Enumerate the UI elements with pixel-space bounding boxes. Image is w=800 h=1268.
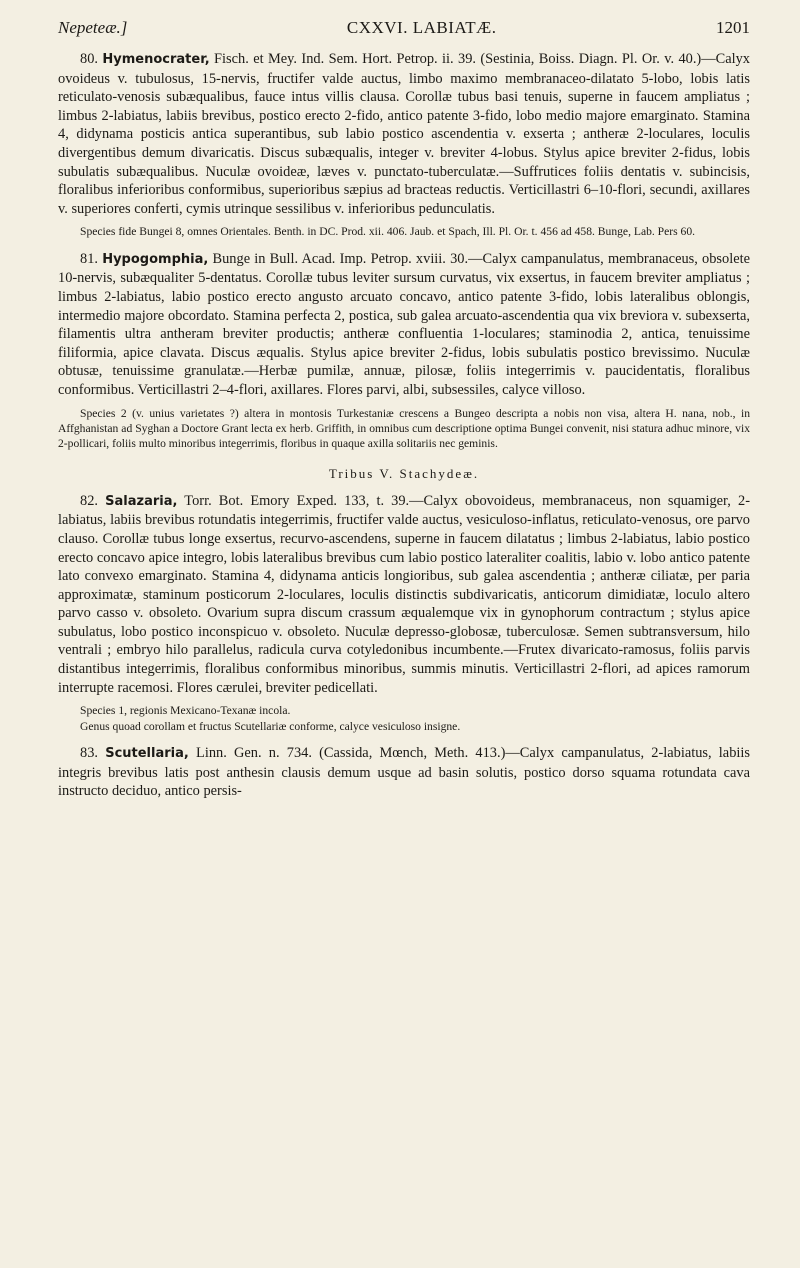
genus-name: Salazaria, — [105, 493, 178, 509]
entry-number: 80. — [80, 51, 98, 67]
header-title: CXXVI. LABIATÆ. — [346, 18, 497, 37]
running-header — [58, 18, 750, 38]
genus-entry-83 — [58, 744, 750, 801]
entry-text: Bunge in Bull. Acad. Imp. Petrop. xviii. 30.—Calyx campanulatus, membranaceus, obsolete 10-nervis, subæqualiter 5-dentatus. Corollæ tubus leviter sursum curvatus, vix exsertus, in faucem breviter ampliatus ; limbus 2-labiatus, labio postico erecto angusto arcuato concavo, antico patente 3-fido, lobis lateralibus oblongis, intermedio majore obcordato. Stamina perfecta 2, postica, sub galea arcuato-ascendentia qua vix breviora v. subexserta, filamentis ultra antheram breviter productis; antheræ confluentia 1-loculares; staminodia 2, antica, tenuissime filiformia, apice clavata. Discus æqualis. Stylus apice breviter 2-fidus, lobis subulatis postico brevissimo. Nuculæ obtusæ, tenuissime granulatæ.—Herbæ pumilæ, annuæ, pilosæ, foliis integerrimis v. paucidentatis, floralibus conformibus. Verticillastri 2–4-flori, axillares. Flores parvi, albi, subsessiles, calyce villoso. — [58, 250, 750, 398]
entry-number: 81. — [80, 250, 98, 267]
entry-number: 83. — [80, 745, 98, 762]
page-number: 1201 — [715, 18, 750, 37]
entry-text: Torr. Bot. Emory Exped. 133, t. 39.—Calyx obovoideus, membranaceus, non squamiger, 2-labiatus, labiis brevibus rotundatis integerrimis, fructifer valde auctus, vesiculoso-inflatus, reticulato-venosus, ore parvo clauso. Corollæ tubus longe exsertus, recurvo-ascendens, superne in faucem dilatatus ; limbus 2-labiatus, labio postico erecto concavo apice integro, lobis lateralibus brevibus cum labio postico lateraliter coalitis, labio v. lobo antico patente lato convexo emarginato. Stamina 4, didynama anticis longioribus, sub galea ascendentia ; antheræ ciliatæ, per paria approximatæ, staminum posticorum 2-loculares, loculis distinctis subdivaricatis, anticorum dimidiatæ, loculo altero parvo casso v. obsoleto. Ovarium supra discum crassum æqualemque vix in gynophorum contractum ; stylus apice subulatus, lobo postico inconspicuo v. obsoleto. Nuculæ depresso-globosæ, tuberculosæ. Semen subtransversum, hilo ventrali ; embryo hilo parallelus, radicula curva cotyledonibus incumbente.—Frutex divaricato-ramosus, foliis parvis distantibus integerrimis, floralibus conformibus minoribus, summis minutis. Verticillastri 2-flori, ad apices ramorum interrupte racemosi. Flores cærulei, breviter pedicellati. — [58, 492, 750, 696]
species-note: Species 1, regionis Mexicano-Texanæ incola. — [80, 704, 291, 718]
genus-name: Hymenocrater, — [102, 52, 210, 67]
species-note: Species fide Bungei 8, omnes Orientales. Benth. in DC. Prod. xii. 406. Jaub. et Spach, Ill. Pl. Or. t. 456 ad 458. Bunge, Lab. Pers 60. — [80, 225, 696, 239]
genus-name: Scutellaria, — [105, 746, 189, 762]
genus-name: Hypogomphia, — [102, 251, 209, 267]
genus-entry-81 — [58, 250, 750, 400]
genus-entry-80 — [58, 50, 750, 218]
genus-remark: Genus quoad corollam et fructus Scutellariæ conforme, calyce vesiculoso insigne. — [80, 719, 461, 733]
entry-number: 82. — [80, 492, 98, 509]
tribe-heading: Tribus V. Stachydeæ. — [328, 465, 480, 481]
species-note: Species 2 (v. unius varietates ?) altera in montosis Turkestaniæ crescens a Bungeo descripta a nobis non visa, altera H. nana, nob., in Affghanistan ad Syghan a Doctore Grant lecta ex herb. Griffith, in omnibus cum descriptione optima Bungei convenit, nisi statura adhuc minore, vix 2-pollicari, foliis multo minoribus integerrimis, floribus in quaque axilla solitariis nec geminis. — [58, 406, 750, 451]
header-section: Nepeteæ.] — [58, 18, 128, 37]
genus-entry-82 — [58, 492, 750, 698]
entry-text: Fisch. et Mey. Ind. Sem. Hort. Petrop. ii. 39. (Sestinia, Boiss. Diagn. Pl. Or. v. 40.)—Calyx ovoideus v. tubulosus, 15-nervis, fructifer valde auctus, limbo maximo membranaceo-dilatato 5-lobo, lobis latis reticulato-venosis subæqualibus, fauce intus villis clausa. Corollæ tubus basi tenuis, superne in faucem ampliatus ; limbus 2-labiatus, labiis brevibus, postico erecto 2-fido, antico patente 3-fido, lobo medio majore emarginato. Stamina 4, didynama posticis antica superantibus, sub labio postico ascendentia v. exserta ; antheræ 2-loculares, loculis divergentibus demum divaricatis. Discus subæqualis, integer v. breviter 4-lobus. Stylus apice breviter 2-fidus, lobis subulatis subæqualibus. Nuculæ ovoideæ, læves v. punctato-tuberculatæ.—Suffrutices foliis dentatis v. subincisis, floralibus inferioribus conformibus, superioribus sæpius ad bracteas reductis. Verticillastri 6–10-flori, secundi, axillares v. superiores conferti, cymis utrinque sessilibus v. inferioribus pedunculatis. — [58, 51, 750, 217]
entry-text: Linn. Gen. n. 734. (Cassida, Mœnch, Meth. 413.)—Calyx campanulatus, 2-labiatus, labiis integris brevibus latis post anthesin clausis demum usque ad basin solutis, postico dorso squama rotundata cava instructo deciduo, antico persis- — [58, 745, 750, 800]
